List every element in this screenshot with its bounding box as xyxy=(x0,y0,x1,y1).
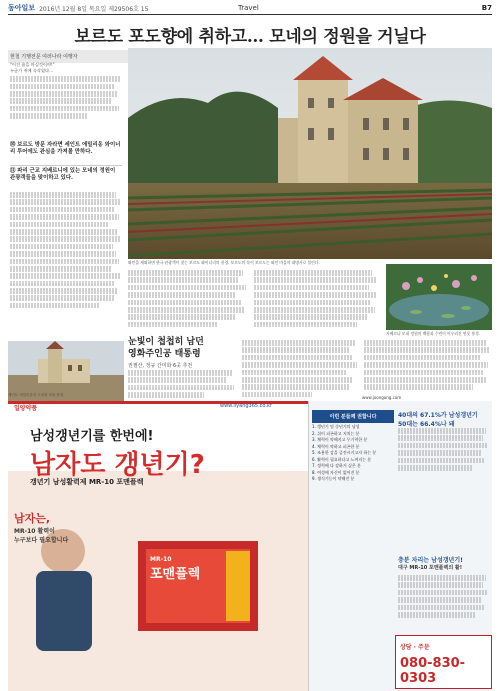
garden-photo-caption: 지베르니 모네 정원의 백합과 수련이 어우러진 연못 풍경. xyxy=(386,331,481,336)
checklist-item: 1. 갱년기 및 중년기의 남성 xyxy=(312,424,360,429)
sub-deck: 권필산, 정규 간미화 6곳 추천 xyxy=(128,363,193,369)
intro-body-lines xyxy=(10,76,122,119)
masthead xyxy=(8,2,492,14)
ad-checklist xyxy=(312,424,394,483)
ad-subhead: 갱년기 남성활력제 MR-10 포맨플렉 xyxy=(30,478,144,486)
sub-body-2 xyxy=(242,340,358,400)
byline: 현철 기행전문 여러나라 여행자 xyxy=(8,50,128,63)
ad-checklist-title: 이런 분들께 권합니다 xyxy=(312,410,394,423)
ad-product-subtitle: MR-10 xyxy=(150,556,172,563)
ad-consult-body xyxy=(398,575,490,630)
sub-body-1 xyxy=(128,370,236,400)
checklist-item: 6. 활력이 필요하다고 느껴지는 분 xyxy=(312,456,372,462)
pullquote-1: ⑩ 보르도 방문 자라면 세인트 에밀리옹 와이너리 투어에도 관심을 가져볼 만하다. xyxy=(10,142,121,155)
ad-consult-subtitle: 대구 MR-10 포맨플렉의 활! xyxy=(398,565,463,571)
section-label: Travel xyxy=(238,4,259,12)
ad-consult xyxy=(398,555,490,571)
ad-badge-line-2: MR-10 활력이 xyxy=(14,528,55,535)
ad-brand: 일양약품 xyxy=(14,405,38,412)
page-number: B7 xyxy=(481,4,492,12)
checklist-item: 3. 체력이 약해지고 무기력한 분 xyxy=(312,437,368,442)
ad-consult-title: 충분 자리는 남성갱년기! xyxy=(398,557,463,564)
intro-line-2: 누군가 귀에 속삭였다… xyxy=(10,67,54,73)
ad-order-label: 상담 · 주문 xyxy=(400,644,430,651)
checklist-item: 5. 조용한 감을 증진시키고자 하는 분 xyxy=(312,450,377,455)
vineyard-chateau-image xyxy=(128,48,492,259)
castle-photo-caption: 세인트 에밀리옹의 고성과 마을 풍경. xyxy=(8,393,65,397)
checklist-item: 9. 생식기능이 약해진 분 xyxy=(312,476,355,481)
intro-line-1: "이건 술을 마실것이야!" xyxy=(10,62,55,67)
ad-badge-line-1: 남자는, xyxy=(14,512,51,525)
wine-site-note[interactable]: www.joongang.com xyxy=(362,395,402,400)
ad-stat-1: 40대의 67.1%가 남성갱년기 xyxy=(398,412,478,419)
main-photo-caption: 와인을 제외하면 한국 관광객이 찾는 보르도 와이너리의 풍경. 보르도의 목이 보르도는 와인 마을의 대명사로 불린다. xyxy=(128,260,320,265)
ad-site-url[interactable]: www.ilyang365.co.kr xyxy=(220,403,272,409)
top-rule xyxy=(8,14,492,15)
sub-headline-line-1: 눈빛이 첩첩히 남던 xyxy=(128,337,204,347)
date-line: 2016년 12월 8일 목요일 제29506호 15 xyxy=(39,5,149,13)
sub-body-3 xyxy=(364,340,492,395)
intro-text xyxy=(10,62,122,142)
ad-stats-body xyxy=(398,428,490,488)
sub-headline-line-2: 영화주인공 태통령 xyxy=(128,349,201,359)
ad-stat-2: 50대는 66.4%나 돼 xyxy=(398,421,455,428)
page-headline: 보르도 포도향에 취하고… 모네의 정원을 거닐다 xyxy=(74,27,426,47)
ad-product-label xyxy=(150,556,200,582)
divider xyxy=(10,165,122,166)
ad-phone-box[interactable] xyxy=(395,635,492,689)
castle-photo xyxy=(8,341,124,401)
ad-headline-big: 남자도 갱년기? xyxy=(30,450,205,480)
checklist-item: 8. 여성에 자신이 없어진 분 xyxy=(312,469,360,475)
body-column-3 xyxy=(254,270,380,332)
ad-phone-number[interactable]: 080-830-0303 xyxy=(400,656,466,686)
castle-image xyxy=(8,341,124,401)
monet-garden-image xyxy=(386,264,492,330)
main-photo xyxy=(128,48,492,259)
pullquote-2: ⑪ 파리 근교 지베르니에 있는 모네의 정원이 관광객들을 맞이하고 있다. xyxy=(10,168,116,181)
checklist-item: 2. 쉬이 피곤하고 지치는 분 xyxy=(312,430,360,436)
garden-photo xyxy=(386,264,492,330)
body-column-2 xyxy=(128,270,248,332)
ad-stats xyxy=(398,410,490,428)
checklist-item: 7. 정력에 다 강하거 싶은 분 xyxy=(312,463,361,468)
ad-headline-small: 남성갱년기를 한번에! xyxy=(30,429,154,444)
ad-badge xyxy=(14,510,104,544)
body-column-1 xyxy=(10,192,122,342)
paper-logo: 동아일보 xyxy=(8,4,36,12)
checklist-item: 4. 체력이 약하고 피곤한 분 xyxy=(312,443,360,449)
ad-product-name: 포맨플렉 xyxy=(150,567,201,582)
ad-badge-line-3: 누구보다 필요합니다 xyxy=(14,537,69,544)
